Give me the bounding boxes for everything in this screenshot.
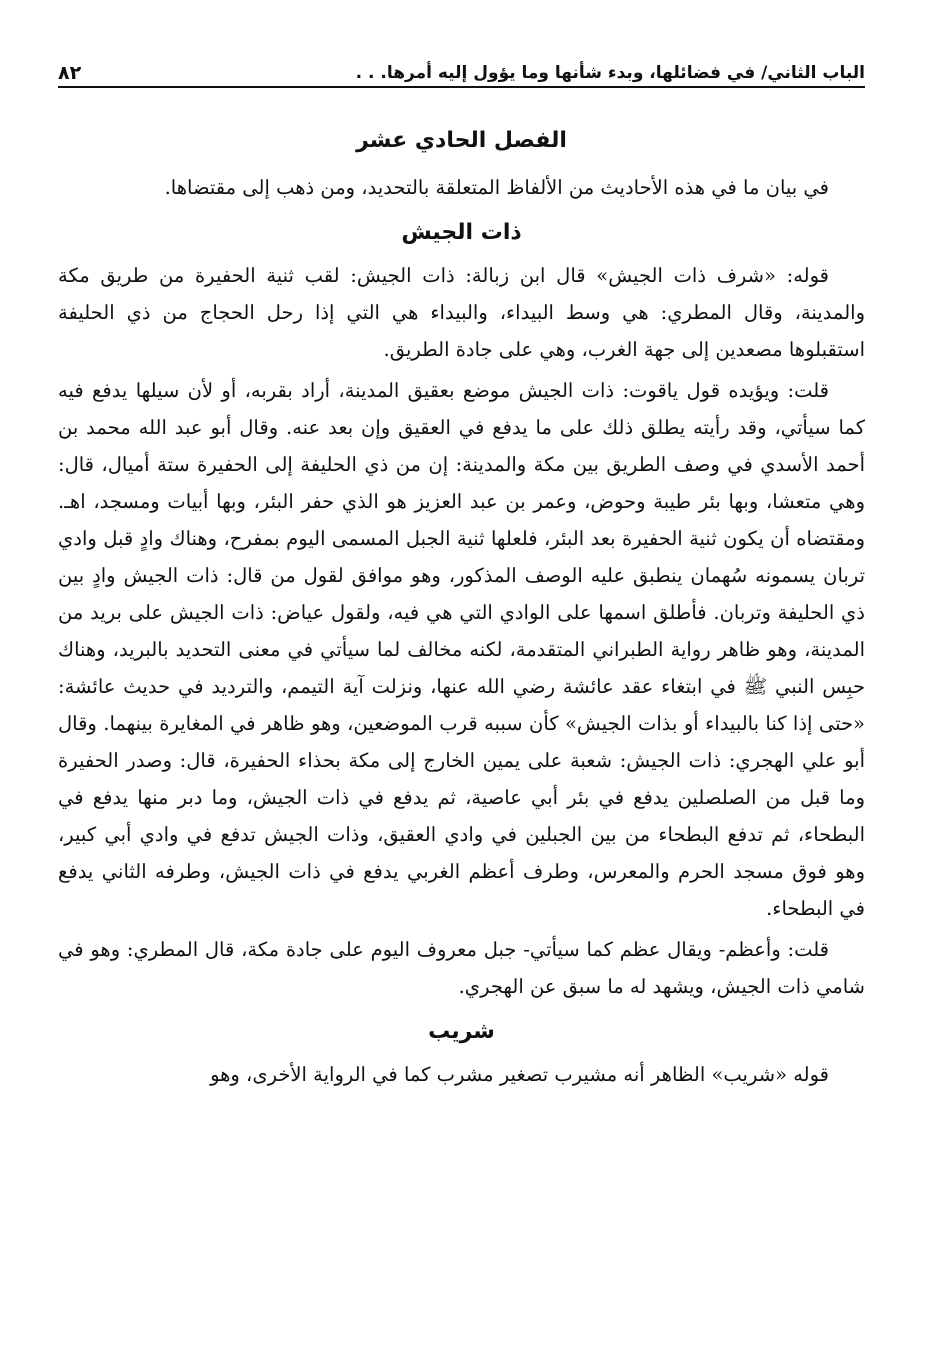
running-chapter-title: الباب الثاني/ في فضائلها، وبدء شأنها وما يؤول إليه أمرها. . .	[355, 63, 865, 83]
section-heading-shurayb: شريب	[428, 1019, 495, 1044]
page	[58, 52, 865, 1364]
chapter-heading: الفصل الحادي عشر	[356, 128, 567, 153]
body-paragraph: قوله «شريب» الظاهر أنه مشيرب تصغير مشرب كما في الرواية الأخرى، وهو	[210, 1063, 829, 1086]
section-dhat-al-jaysh	[58, 220, 865, 1005]
body-paragraph: قلت: ويؤيده قول ياقوت: ذات الجيش موضع بعقيق المدينة، أراد بقربه، أو لأن سيلها يدفع فيه كما سيأتي، وقد رأيته يطلق ذلك على ما يدفع في العقيق وإن بعد عنه. وقال أبو عبد الله محمد بن أحمد الأسدي في وصف الطريق بين مكة والمدينة: إن من ذي الحليفة إلى الحفيرة ستة أميال، قال: وهي متعشا، وبها بئر طيبة وحوض، وعمر بن عبد العزيز هو الذي حفر البئر، وبها أبيات ومسجد، اهـ. ومقتضاه أن يكون ثنية الحفيرة بعد البئر، فلعلها ثنية الجبل المسمى اليوم بمفرح، وهناك وادٍ قبل وادي تربان يسمونه سُهمان ينطبق عليه الوصف المذكور، وهو موافق لقول من قال: ذات الجيش وادٍ بين ذي الحليفة وتربان. فأطلق اسمها على الوادي التي هي فيه، ولقول عياض: ذات الجيش على بريد من المدينة، وهو ظاهر رواية الطبراني المتقدمة، لكنه مخالف لما سيأتي في معنى التحديد بالبريد، وهناك حبِس النبي ﷺ في ابتغاء عقد عائشة رضي الله عنها، ونزلت آية التيمم، والترديد في حديث عائشة: «حتى إذا كنا بالبيداء أو بذات الجيش» كأن سببه قرب الموضعين، وهو ظاهر في المغايرة بينهما. وقال أبو علي الهجري: ذات الجيش: شعبة على يمين الخارج إلى مكة بحذاء الحفيرة، قال: وصدر الحفيرة وما قبل من الصلصلين يدفع في بئر أبي عاصية، ثم يدفع في ذات الجيش، وما دبر منها يدفع في البطحاء، ثم تدفع البطحاء من بين الجبلين في وادي العقيق، وذات الجيش تدفع في وادي أبي كبير، وهو فوق مسجد الحرم والمعرس، وطرف أعظم الغربي يدفع في ذات الجيش، وطرفه الثاني يدفع في البطحاء.	[58, 379, 865, 920]
page-number: ٨٢	[58, 62, 82, 84]
body-paragraph: قلت: وأعظم- ويقال عظم كما سيأتي- جبل معروف اليوم على جادة مكة، قال المطري: وهو في شامي ذات الجيش، ويشهد له ما سبق عن الهجري.	[58, 938, 865, 998]
running-header	[58, 52, 865, 88]
body-paragraph: قوله: «شرف ذات الجيش» قال ابن زبالة: ذات الجيش: لقب ثنية الحفيرة من طريق مكة والمدينة، وقال المطري: هي وسط البيداء، والبيداء هي التي إذا رحل الحجاج من ذي الحليفة استقبلوها مصعدين إلى جهة الغرب، وهي على جادة الطريق.	[58, 264, 865, 361]
section-shurayb	[58, 1019, 865, 1093]
section-heading-dhat-al-jaysh: ذات الجيش	[401, 220, 522, 245]
intro-paragraph: في بيان ما في هذه الأحاديث من الألفاظ المتعلقة بالتحديد، ومن ذهب إلى مقتضاها.	[164, 176, 829, 199]
